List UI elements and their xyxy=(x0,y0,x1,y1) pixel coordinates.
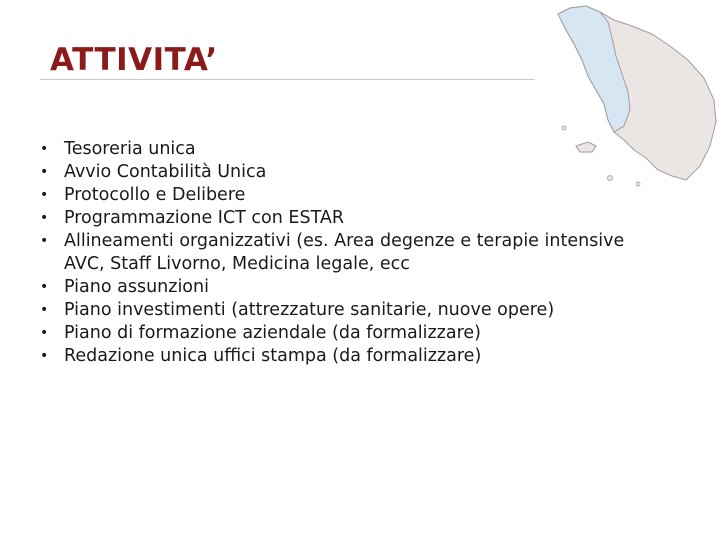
list-item xyxy=(40,161,660,184)
activity-list xyxy=(40,138,660,368)
list-item xyxy=(40,345,660,368)
bullet-icon: • xyxy=(40,210,49,226)
list-item-text: Allineamenti organizzativi (es. Area degenze e terapie intensive AVC, Staff Livorno, Medicina legale, ecc xyxy=(64,231,625,274)
list-item-text: Piano assunzioni xyxy=(64,277,209,297)
bullet-icon: • xyxy=(40,164,49,180)
list-item xyxy=(40,322,660,345)
bullet-icon: • xyxy=(40,348,49,364)
list-item xyxy=(40,184,660,207)
bullet-icon: • xyxy=(40,325,49,341)
list-item-text: Redazione unica uffici stampa (da formalizzare) xyxy=(64,346,482,366)
list-item xyxy=(40,138,660,161)
list-item-text: Protocollo e Delibere xyxy=(64,185,246,205)
bullet-icon: • xyxy=(40,279,49,295)
slide-title: ATTIVITA’ xyxy=(50,42,218,78)
list-item xyxy=(40,207,660,230)
list-item-text: Programmazione ICT con ESTAR xyxy=(64,208,345,228)
bullet-icon: • xyxy=(40,233,49,249)
list-item-text: Piano investimenti (attrezzature sanitarie, nuove opere) xyxy=(64,300,555,320)
list-item-text: Avvio Contabilità Unica xyxy=(64,162,267,182)
list-item-text: Piano di formazione aziendale (da formalizzare) xyxy=(64,323,481,343)
island-small-1 xyxy=(562,126,566,130)
list-item-text: Tesoreria unica xyxy=(64,139,196,159)
bullet-icon: • xyxy=(40,187,49,203)
bullet-icon: • xyxy=(40,141,49,157)
list-item xyxy=(40,299,660,322)
list-item xyxy=(40,230,660,276)
list-item xyxy=(40,276,660,299)
bullet-icon: • xyxy=(40,302,49,318)
title-divider xyxy=(40,79,535,80)
